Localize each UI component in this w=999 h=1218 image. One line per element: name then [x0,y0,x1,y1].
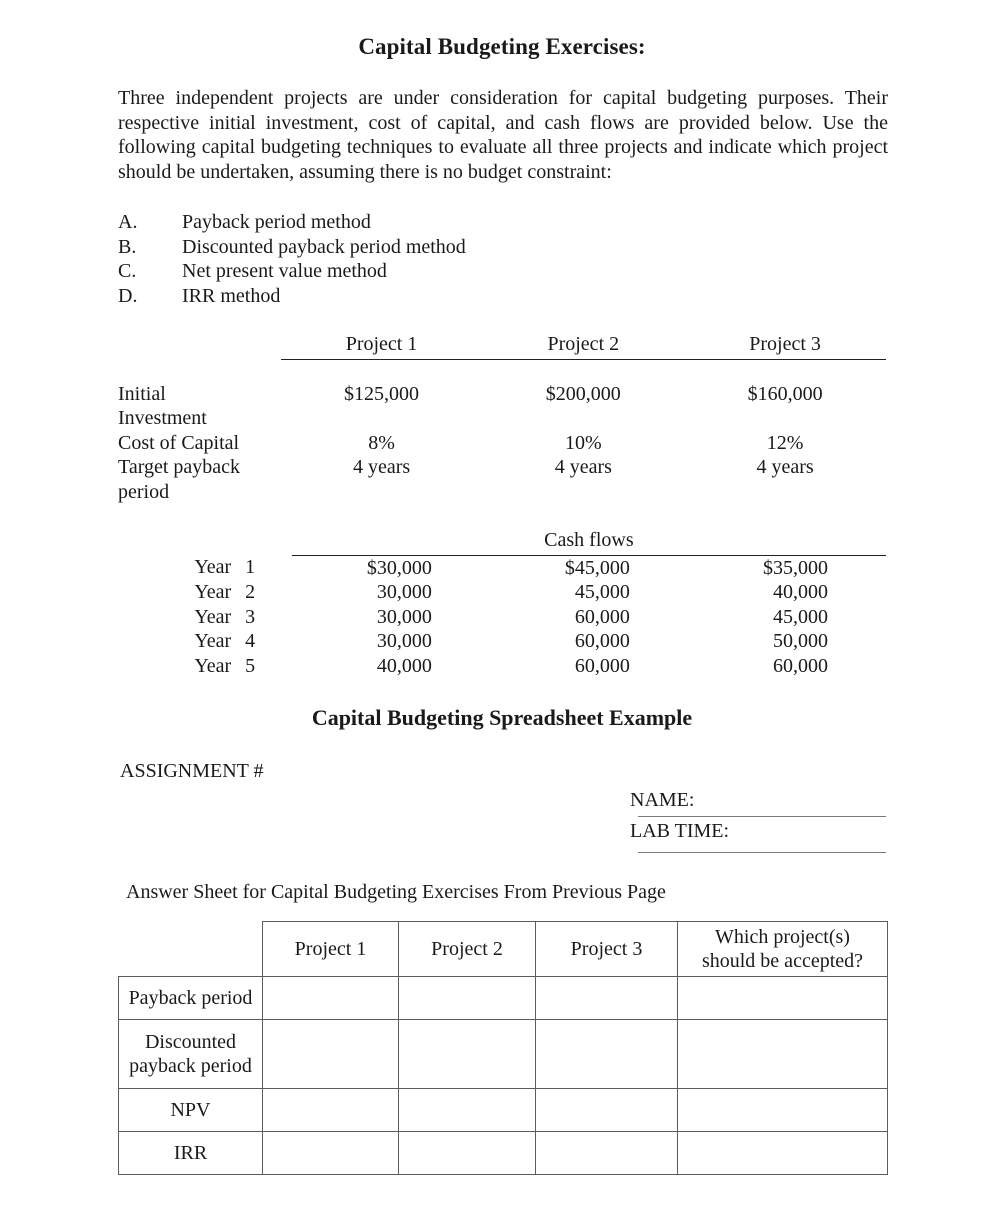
answer-cell-discounted-payback-p2[interactable] [399,1020,536,1089]
projects-parameter-table [118,332,886,504]
answer-row-label-payback-period: Payback period [119,977,263,1020]
cell-target-payback-p2: 4 years [554,456,612,478]
answer-sheet-caption: Answer Sheet for Capital Budgeting Exercises From Previous Page [126,881,666,903]
year-number: 5 [245,654,256,677]
answer-table-corner [119,922,263,977]
answer-cell-irr-p3[interactable] [536,1132,678,1175]
year-number: 4 [245,630,256,652]
row-label-line-1: Target payback [118,456,241,478]
method-letter: C. [118,260,137,282]
cash-flow-y3-p2: 60,000 [574,605,630,628]
projects-table-header-row [118,332,886,359]
intro-paragraph: Three independent projects are under consideration for capital budgeting purposes. Their respective initial investment, cost of capital, and cash flows are provided below. Use the following capital budgeting techniques to evaluate all three projects and indicate which project should be undertaken, assuming there is no budget constraint: [118,87,888,183]
document-page: Capital Budgeting Exercises: Three independent projects are under consideration for capital budgeting purposes. Their respective initial investment, cost of capital, and cash flows are provided below. Use the following capital budgeting techniques to evaluate all three projects and indicate which project should be undertaken, assuming there is no budget constraint: A. Payback period method B. Discounted payback period method C. Net present value method D. IRR method Project 1 Project 2 Project 3 Initial Investment $125,000 $200,000 $160,000 Cost of Capital 8% 10% 12% Target payback period 4 years 4 years 4 years Cash flows Year 1 $30,000 $45,000 $35,000 Year 2 30,000 45,000 40,000 Year 3 30,000 60,000 45,000 Year 4 30,000 60,000 50,000 Year 5 40,000 60,000 60,000 Capital Budgeting Spreadsheet Example ASSIGNMENT # NAME: LAB TIME: Answer Sheet for Capital Budgeting Exercises From Previous Page Project 1 Project 2 Project 3 Which project(s) should be accepted? Payback period Discounted payback period NPV IRR [0,0,999,1218]
cash-flow-y2-p2: 45,000 [574,581,630,603]
cash-flow-y4-p2: 60,000 [574,630,630,652]
method-list-item [118,210,718,235]
row-label-target-payback-period [118,455,281,504]
method-label: Discounted payback period method [182,235,466,258]
section-title: Capital Budgeting Spreadsheet Example [311,705,693,730]
row-label-line-2: Investment [118,407,207,429]
method-list-item [118,235,718,260]
spacer-cell [118,359,281,382]
answer-cell-npv-p3[interactable] [536,1089,678,1132]
year-number: 2 [245,581,256,603]
cash-flows-section [118,528,886,678]
table-row [118,431,886,456]
table-row [119,1089,888,1132]
spacer-cell [281,359,483,382]
cash-flows-header-row [118,528,886,555]
answer-row-label-line-1: Discounted [144,1031,237,1053]
answer-cell-npv-p1[interactable] [263,1089,399,1132]
answer-row-label-line-2: payback period [129,1055,252,1077]
assignment-number-label: ASSIGNMENT # [120,760,264,782]
method-label: Net present value method [182,260,387,282]
projects-header-project-2: Project 2 [482,332,684,359]
cash-flow-y1-p1: $30,000 [366,556,432,579]
answer-cell-npv-p2[interactable] [399,1089,536,1132]
answer-cell-discounted-payback-which[interactable] [678,1020,888,1089]
answer-cell-irr-p2[interactable] [399,1132,536,1175]
cash-flow-y4-p1: 30,000 [376,630,432,652]
answer-row-label-discounted-payback-period [119,1020,263,1089]
table-row [118,605,886,630]
cell-target-payback-p3: 4 years [756,456,814,478]
table-row [119,977,888,1020]
table-row [119,1132,888,1175]
answer-cell-npv-which[interactable] [678,1089,888,1132]
cell-cost-of-capital-p1: 8% [368,431,395,454]
table-row [119,1020,888,1089]
cash-flow-y1-p2: $45,000 [564,556,630,579]
cash-flows-header-label: Cash flows [292,528,886,555]
projects-table-corner [118,332,281,359]
table-row [118,654,886,679]
answer-cell-irr-which[interactable] [678,1132,888,1175]
answer-cell-payback-which[interactable] [678,977,888,1020]
answer-sheet-table [118,921,888,1175]
answer-table-header-row [119,922,888,977]
answer-cell-discounted-payback-p3[interactable] [536,1020,678,1089]
year-word: Year [194,581,232,603]
method-label: IRR method [182,284,281,307]
row-label-cost-of-capital: Cost of Capital [118,431,240,454]
cell-cost-of-capital-p2: 10% [564,431,602,454]
cell-initial-investment-p2: $200,000 [545,382,621,405]
year-number: 1 [245,556,256,579]
answer-header-project-1: Project 1 [263,922,399,977]
cash-flow-y1-p3: $35,000 [763,556,828,579]
spacer-cell [482,359,684,382]
method-letter: B. [118,235,137,258]
year-word: Year [194,630,232,652]
cash-flow-y2-p1: 30,000 [376,581,432,603]
method-label: Payback period method [182,211,371,233]
row-label-line-1: Initial [118,382,166,405]
answer-cell-discounted-payback-p1[interactable] [263,1020,399,1089]
projects-header-project-3: Project 3 [684,332,886,359]
projects-table-spacer [118,359,886,382]
cash-flows-corner-b [231,528,292,555]
cell-initial-investment-p1: $125,000 [344,382,420,405]
cash-flow-y5-p1: 40,000 [376,654,432,677]
cash-flow-y5-p2: 60,000 [574,654,630,677]
cash-flow-y2-p3: 40,000 [773,581,828,603]
answer-cell-payback-p2[interactable] [399,977,536,1020]
table-row [118,382,886,431]
answer-row-label-irr: IRR [119,1132,263,1175]
answer-row-label-npv: NPV [119,1089,263,1132]
answer-header-which-projects [678,922,888,977]
cash-flow-y5-p3: 60,000 [773,654,828,677]
table-row [118,629,886,654]
year-word: Year [194,654,232,677]
lab-time-field-input-line[interactable] [638,852,886,853]
year-number: 3 [245,605,256,628]
cash-flows-table [118,528,886,678]
row-label-line-2: period [118,480,170,503]
cash-flow-y4-p3: 50,000 [773,630,828,652]
cash-flow-y3-p3: 45,000 [773,605,828,628]
year-word: Year [194,556,232,579]
cell-target-payback-p1: 4 years [352,456,411,478]
table-row [118,580,886,605]
method-letter: D. [118,284,138,307]
table-row [118,555,886,580]
answer-cell-irr-p1[interactable] [263,1132,399,1175]
method-list [118,210,718,308]
answer-cell-payback-p1[interactable] [263,977,399,1020]
year-word: Year [194,605,232,628]
row-label-initial-investment [118,382,281,431]
answer-header-project-2: Project 2 [399,922,536,977]
answer-header-project-3: Project 3 [536,922,678,977]
method-list-item [118,259,718,284]
document-title: Capital Budgeting Exercises: [358,34,646,59]
which-header-line-1: Which project(s) [715,926,850,948]
name-field-input-line[interactable] [638,816,886,817]
method-list-item [118,284,718,309]
method-letter: A. [118,211,138,233]
table-row [118,455,886,504]
answer-cell-payback-p3[interactable] [536,977,678,1020]
cash-flow-y3-p1: 30,000 [376,605,432,628]
cash-flows-corner-a [118,528,231,555]
which-header-line-2: should be accepted? [701,950,864,972]
cell-initial-investment-p3: $160,000 [747,382,823,405]
cell-cost-of-capital-p3: 12% [766,431,804,454]
spacer-cell [684,359,886,382]
projects-header-project-1: Project 1 [281,332,483,359]
